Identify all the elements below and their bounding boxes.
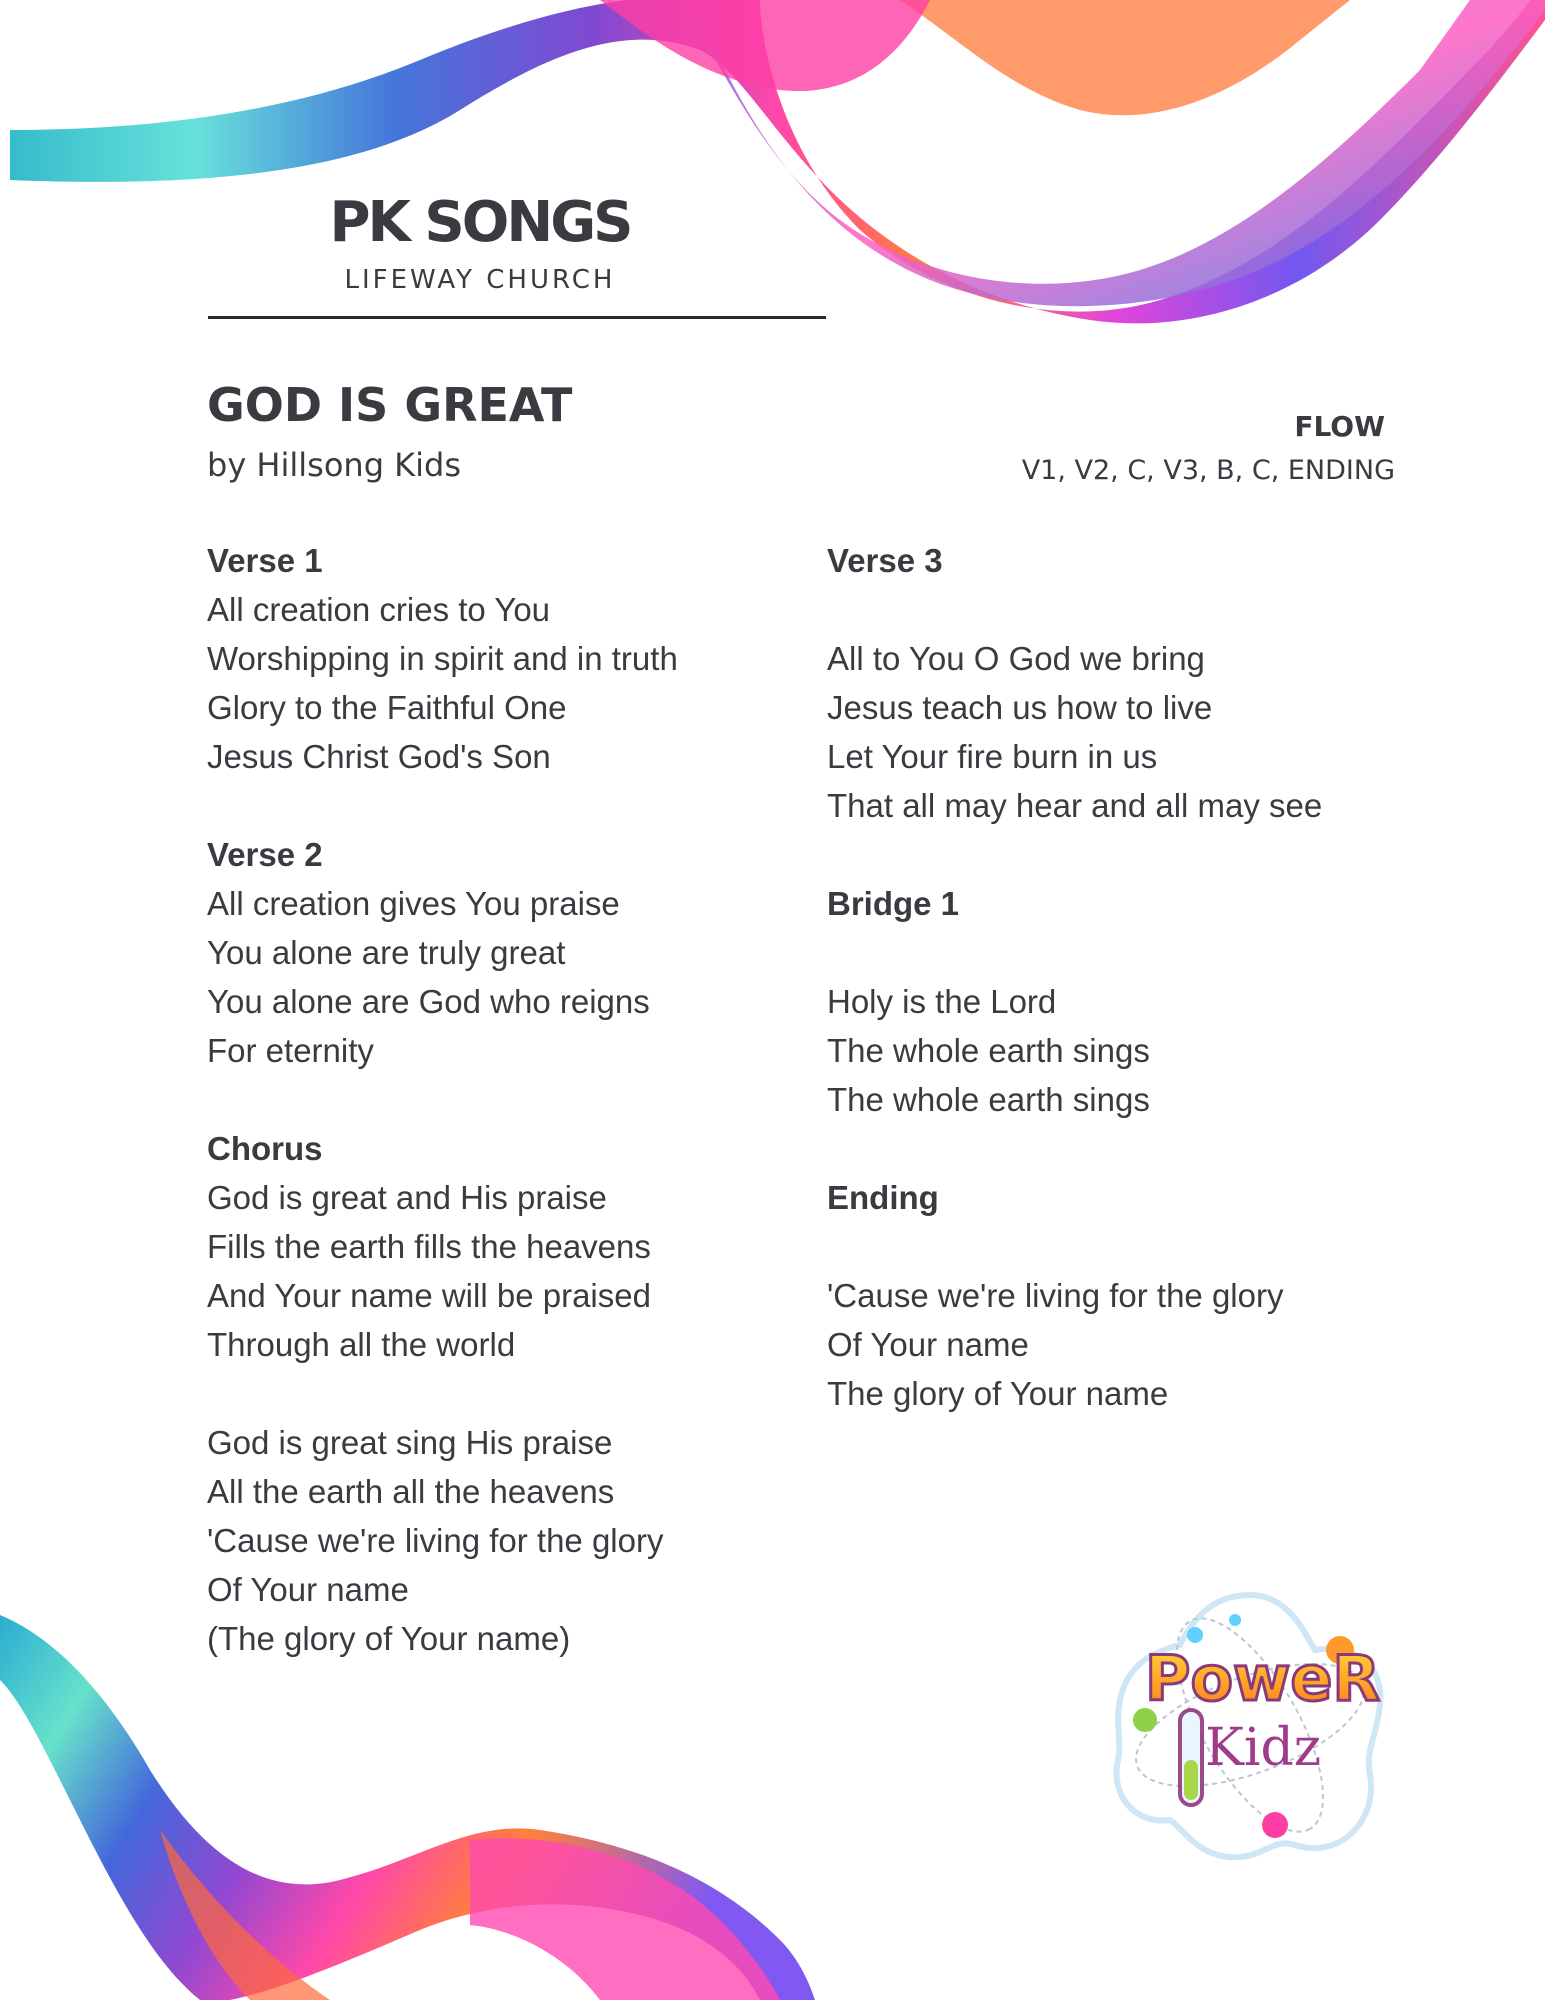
lyric-line: You alone are God who reigns bbox=[207, 983, 650, 1020]
lyric-line: Fills the earth fills the heavens bbox=[207, 1228, 651, 1265]
section-bridge-1 bbox=[827, 879, 1427, 1124]
section-title: Verse 2 bbox=[207, 836, 323, 873]
lyric-line: Through all the world bbox=[207, 1326, 516, 1363]
section-verse-3 bbox=[827, 536, 1427, 830]
logo-text-kidz: Kidz bbox=[1205, 1718, 1322, 1778]
lyric-line: That all may hear and all may see bbox=[827, 787, 1323, 824]
lyric-line: Holy is the Lord bbox=[827, 983, 1057, 1020]
lyrics-left-column bbox=[207, 536, 807, 1712]
section-title: Verse 3 bbox=[827, 542, 943, 579]
logo-text-power: PoweR bbox=[1145, 1642, 1381, 1715]
lyric-line: And Your name will be praised bbox=[207, 1277, 651, 1314]
section-chorus bbox=[207, 1124, 807, 1369]
lyric-line: For eternity bbox=[207, 1032, 374, 1069]
lyric-line: Of Your name bbox=[827, 1326, 1029, 1363]
section-verse-1 bbox=[207, 536, 807, 781]
lyric-line: God is great sing His praise bbox=[207, 1424, 613, 1461]
power-kidz-logo bbox=[1100, 1575, 1400, 1875]
lyric-line: 'Cause we're living for the glory bbox=[207, 1522, 664, 1559]
brand-title: PK SONGS bbox=[329, 190, 631, 255]
lyric-line: The whole earth sings bbox=[827, 1032, 1150, 1069]
flow-label: FLOW bbox=[1294, 410, 1385, 443]
lyric-line: The glory of Your name bbox=[827, 1375, 1169, 1412]
song-title: GOD IS GREAT bbox=[207, 378, 573, 432]
section-title: Verse 1 bbox=[207, 542, 323, 579]
lyric-line: Glory to the Faithful One bbox=[207, 689, 567, 726]
song-flow bbox=[1022, 410, 1395, 486]
lyric-line: Jesus Christ God's Son bbox=[207, 738, 551, 775]
lyric-line: All the earth all the heavens bbox=[207, 1473, 615, 1510]
section-ending bbox=[827, 1173, 1427, 1418]
section-title: Chorus bbox=[207, 1130, 323, 1167]
lyric-line: Of Your name bbox=[207, 1571, 409, 1608]
lyric-line: You alone are truly great bbox=[207, 934, 566, 971]
flow-value: V1, V2, C, V3, B, C, ENDING bbox=[1021, 455, 1395, 486]
lyric-line: All to You O God we bring bbox=[827, 640, 1205, 677]
brand-subtitle: LIFEWAY CHURCH bbox=[344, 265, 616, 295]
lyric-line: All creation gives You praise bbox=[207, 885, 620, 922]
lyric-line: (The glory of Your name) bbox=[207, 1620, 571, 1657]
section-title: Ending bbox=[827, 1179, 939, 1216]
lyric-line: All creation cries to You bbox=[207, 591, 551, 628]
section-verse-2 bbox=[207, 830, 807, 1075]
lyric-line: Jesus teach us how to live bbox=[827, 689, 1213, 726]
lyric-line: The whole earth sings bbox=[827, 1081, 1150, 1118]
song-artist: by Hillsong Kids bbox=[207, 446, 462, 484]
section-title: Bridge 1 bbox=[827, 885, 960, 922]
header-divider bbox=[208, 316, 826, 319]
lyric-line: Worshipping in spirit and in truth bbox=[207, 640, 678, 677]
brand-header bbox=[0, 190, 960, 295]
lyric-line: God is great and His praise bbox=[207, 1179, 607, 1216]
section-chorus-part-2 bbox=[207, 1418, 807, 1663]
lyric-line: Let Your fire burn in us bbox=[827, 738, 1158, 775]
lyrics-right-column bbox=[827, 536, 1427, 1467]
lyric-line: 'Cause we're living for the glory bbox=[827, 1277, 1284, 1314]
